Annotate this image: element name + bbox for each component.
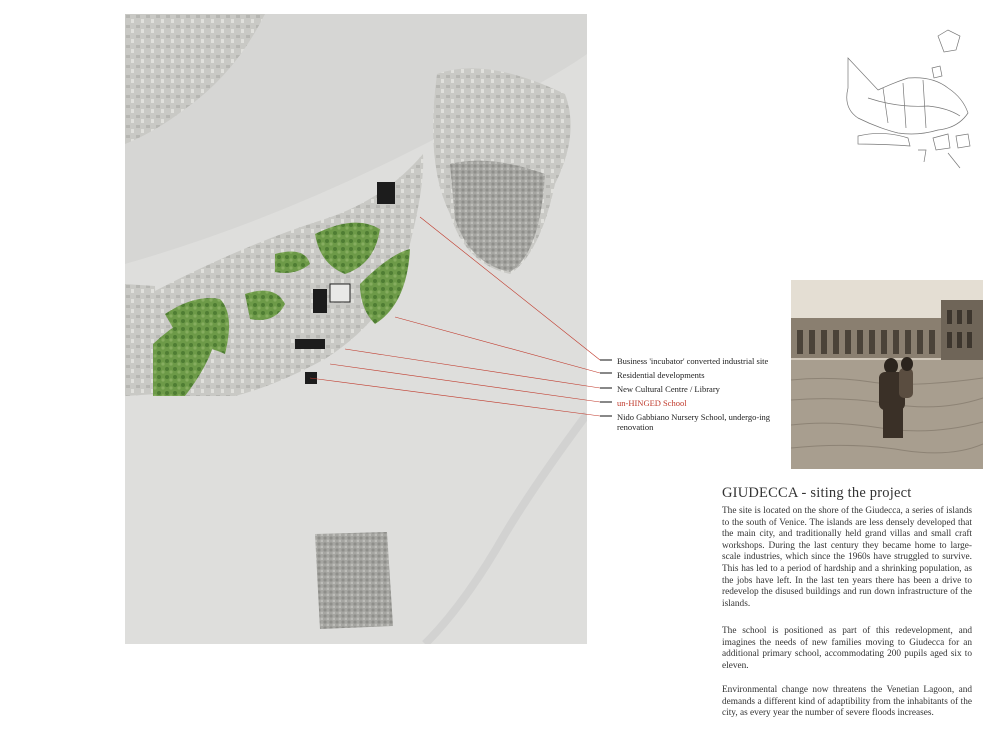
legend-cultural-centre: New Cultural Centre / Library [617, 384, 720, 394]
legend-residential: Residential developments [617, 370, 705, 380]
flooded-piazza-photo [791, 280, 983, 469]
legend-school: un-HINGED School [617, 398, 687, 408]
paragraph-school: The school is positioned as part of this redevelopment, and imagines the needs of new families moving to Giudecca for an additional primary school, accommodating 200 pupils aged six to eleven. [722, 626, 972, 671]
aerial-map [125, 14, 587, 644]
venice-locator-map [838, 28, 978, 173]
paragraph-environment: Environmental change now threatens the Venetian Lagoon, and demands a different kind of adaptibility from the inhabitants of the city, as every year the number of severe floods increases. [722, 685, 972, 719]
legend-nursery: Nido Gabbiano Nursery School, undergo-ing renovation [617, 412, 771, 432]
legend-business-incubator: Business 'incubator' converted industrial site [617, 356, 769, 366]
paragraph-site: The site is located on the shore of the Giudecca, a series of islands to the south of Venice. The islands are less densely developed that the main city, and traditionally held grand villas and small craft workshops. During the last century they became home to large-scale industries, which since the 1960s have struggled to survive. This has led to a period of hardship and a shrinking population, as the jobs have left. In the last ten years there has been a drive to redevelop the disused buildings and run down infrastructure of the islands. [722, 506, 972, 609]
page-title: GIUDECCA - siting the project [722, 485, 912, 501]
